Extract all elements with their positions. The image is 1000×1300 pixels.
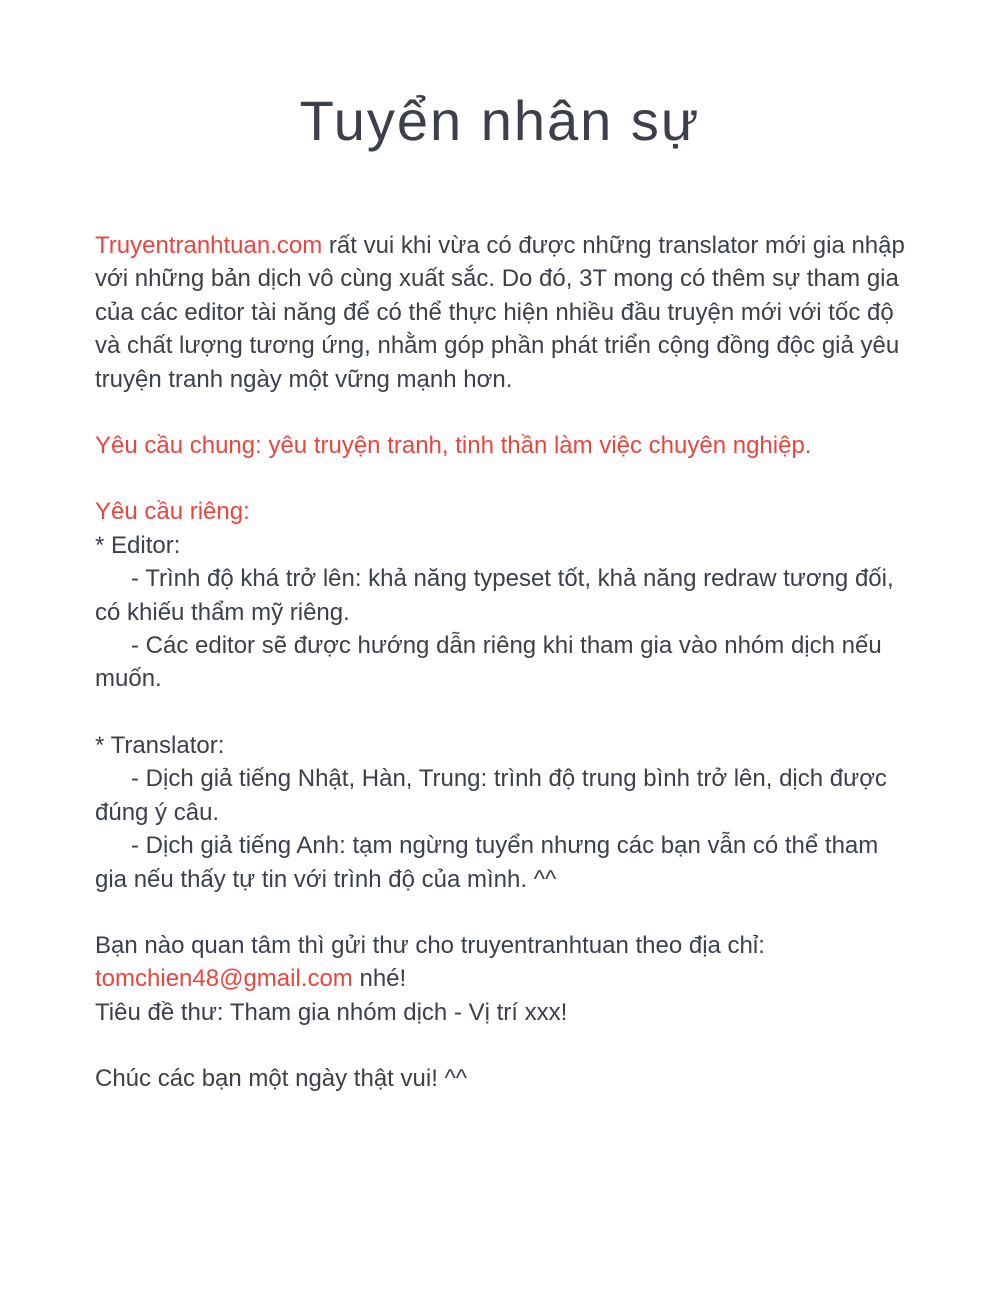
closing-line: Chúc các bạn một ngày thật vui! ^^ xyxy=(95,1065,468,1093)
translator-requirement-item: - Dịch giả tiếng Anh: tạm ngừng tuyển nhưng các bạn vẫn có thể tham gia nếu thấy tự tin với trình độ của mình. ^^ xyxy=(95,832,879,893)
translator-requirement-item: - Dịch giả tiếng Nhật, Hàn, Trung: trình độ trung bình trở lên, dịch được đúng ý câu. xyxy=(95,765,887,826)
translator-section xyxy=(95,729,905,896)
intro-paragraph xyxy=(95,229,905,396)
general-requirement: Yêu cầu chung: yêu truyện tranh, tinh thần làm việc chuyên nghiệp. xyxy=(95,432,812,460)
editor-section xyxy=(95,495,905,695)
editor-requirement-item: - Các editor sẽ được hướng dẫn riêng khi tham gia vào nhóm dịch nếu muốn. xyxy=(95,632,882,693)
contact-subject: Tiêu đề thư: Tham gia nhóm dịch - Vị trí xxx! xyxy=(95,998,568,1026)
email-suffix: nhé! xyxy=(352,965,407,993)
intro-text: rất vui khi vừa có được những translator mới gia nhập với những bản dịch vô cùng xuất sắc. Do đó, 3T mong có thêm sự tham gia của các editor tài năng để có thể thực hiện nhiều đầu truyện mới với tốc độ và chất lượng tương ứng, nhằm góp phần phát triển cộng đồng độc giả yêu truyện tranh ngày một vững mạnh hơn. xyxy=(95,232,905,393)
specific-requirement-heading: Yêu cầu riêng: xyxy=(95,498,250,526)
translator-heading: * Translator: xyxy=(95,731,225,759)
editor-heading: * Editor: xyxy=(95,531,181,559)
email-link[interactable]: tomchien48@gmail.com xyxy=(95,965,353,993)
contact-section xyxy=(95,929,905,1029)
contact-intro: Bạn nào quan tâm thì gửi thư cho truyentranhtuan theo địa chỉ: xyxy=(95,931,765,959)
site-link[interactable]: Truyentranhtuan.com xyxy=(95,232,323,259)
page-title: Tuyển nhân sự xyxy=(299,89,701,152)
editor-requirement-item: - Trình độ khá trở lên: khả năng typeset tốt, khả năng redraw tương đối, có khiếu thẩm mỹ riêng. xyxy=(95,565,894,626)
contact-email-line xyxy=(95,962,905,995)
